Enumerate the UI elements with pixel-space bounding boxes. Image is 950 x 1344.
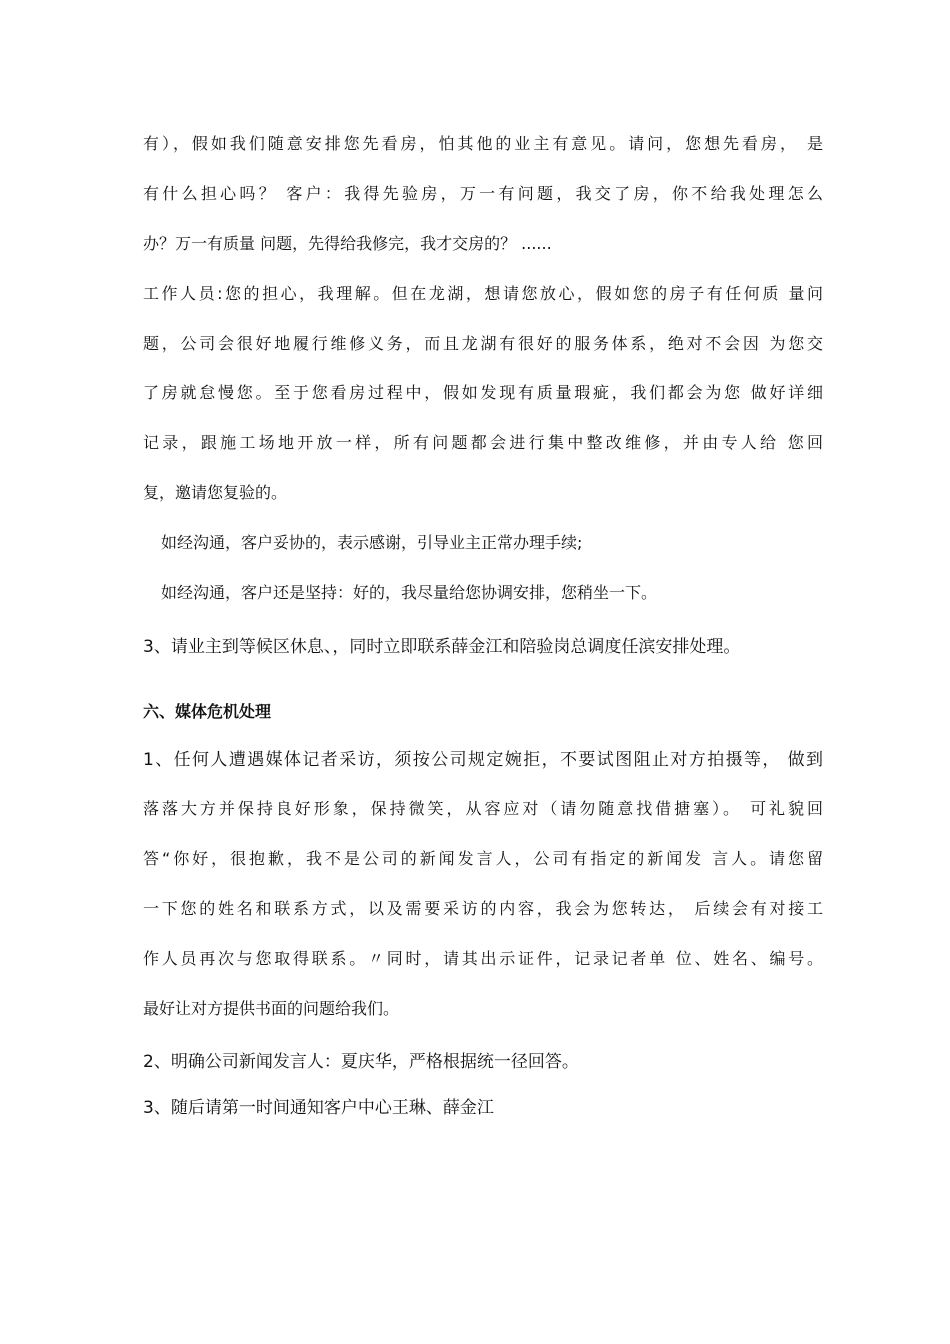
paragraph-line: 复，邀请您复验的。	[143, 483, 288, 502]
section-heading: 六、媒体危机处理	[143, 702, 272, 721]
paragraph-line: 记录，跟施工场地开放一样，所有问题都会进行集中整改维修，并由专人给 您回	[143, 433, 823, 452]
paragraph-line: 作人员再次与您取得联系。〃同时，请其出示证件，记录记者单 位、姓名、编号。	[143, 949, 823, 968]
paragraph-line: 落落大方并保持良好形象，保持微笑，从容应对（请勿随意找借搪塞）。 可礼貌回	[143, 799, 823, 818]
list-item: 3、请业主到等候区休息、，同时立即联系薛金江和陪验岗总调度任滨安排处理。	[143, 637, 741, 657]
paragraph-line: 如经沟通，客户还是坚持：好的，我尽量给您协调安排，您稍坐一下。	[161, 583, 658, 602]
paragraph-line: 题，公司会很好地履行维修义务，而且龙湖有很好的服务体系，绝对不会因 为您交	[143, 334, 823, 353]
paragraph-line: 如经沟通，客户妥协的，表示感谢，引导业主正常办理手续;	[161, 533, 583, 552]
paragraph-line: 办？万一有质量 问题，先得给我修完，我才交房的？ ......	[143, 234, 552, 253]
paragraph-line: 一下您的姓名和联系方式，以及需要采访的内容，我会为您转达， 后续会有对接工	[143, 899, 823, 918]
list-item: 2、明确公司新闻发言人：夏庆华，严格根据统一径回答。	[143, 1052, 579, 1072]
list-item: 1、任何人遭遇媒体记者采访，须按公司规定婉拒，不要试图阻止对方拍摄等， 做到	[143, 750, 823, 770]
paragraph-line: 工作人员:您的担心，我理解。但在龙湖，想请您放心，假如您的房子有任何质 量问	[143, 284, 823, 303]
list-item: 3、随后请第一时间通知客户中心王琳、薛金江	[143, 1098, 494, 1118]
paragraph-line: 有什么担心吗？ 客户：我得先验房，万一有问题，我交了房，你不给我处理怎么	[143, 184, 823, 203]
paragraph-line: 了房就怠慢您。至于您看房过程中，假如发现有质量瑕疵，我们都会为您 做好详细	[143, 383, 823, 402]
paragraph-line: 答“你好，很抱歉，我不是公司的新闻发言人，公司有指定的新闻发 言人。请您留	[143, 849, 823, 868]
paragraph-line: 有），假如我们随意安排您先看房，怕其他的业主有意见。请问，您想先看房， 是	[143, 134, 823, 153]
paragraph-line: 最好让对方提供书面的问题给我们。	[143, 999, 400, 1018]
